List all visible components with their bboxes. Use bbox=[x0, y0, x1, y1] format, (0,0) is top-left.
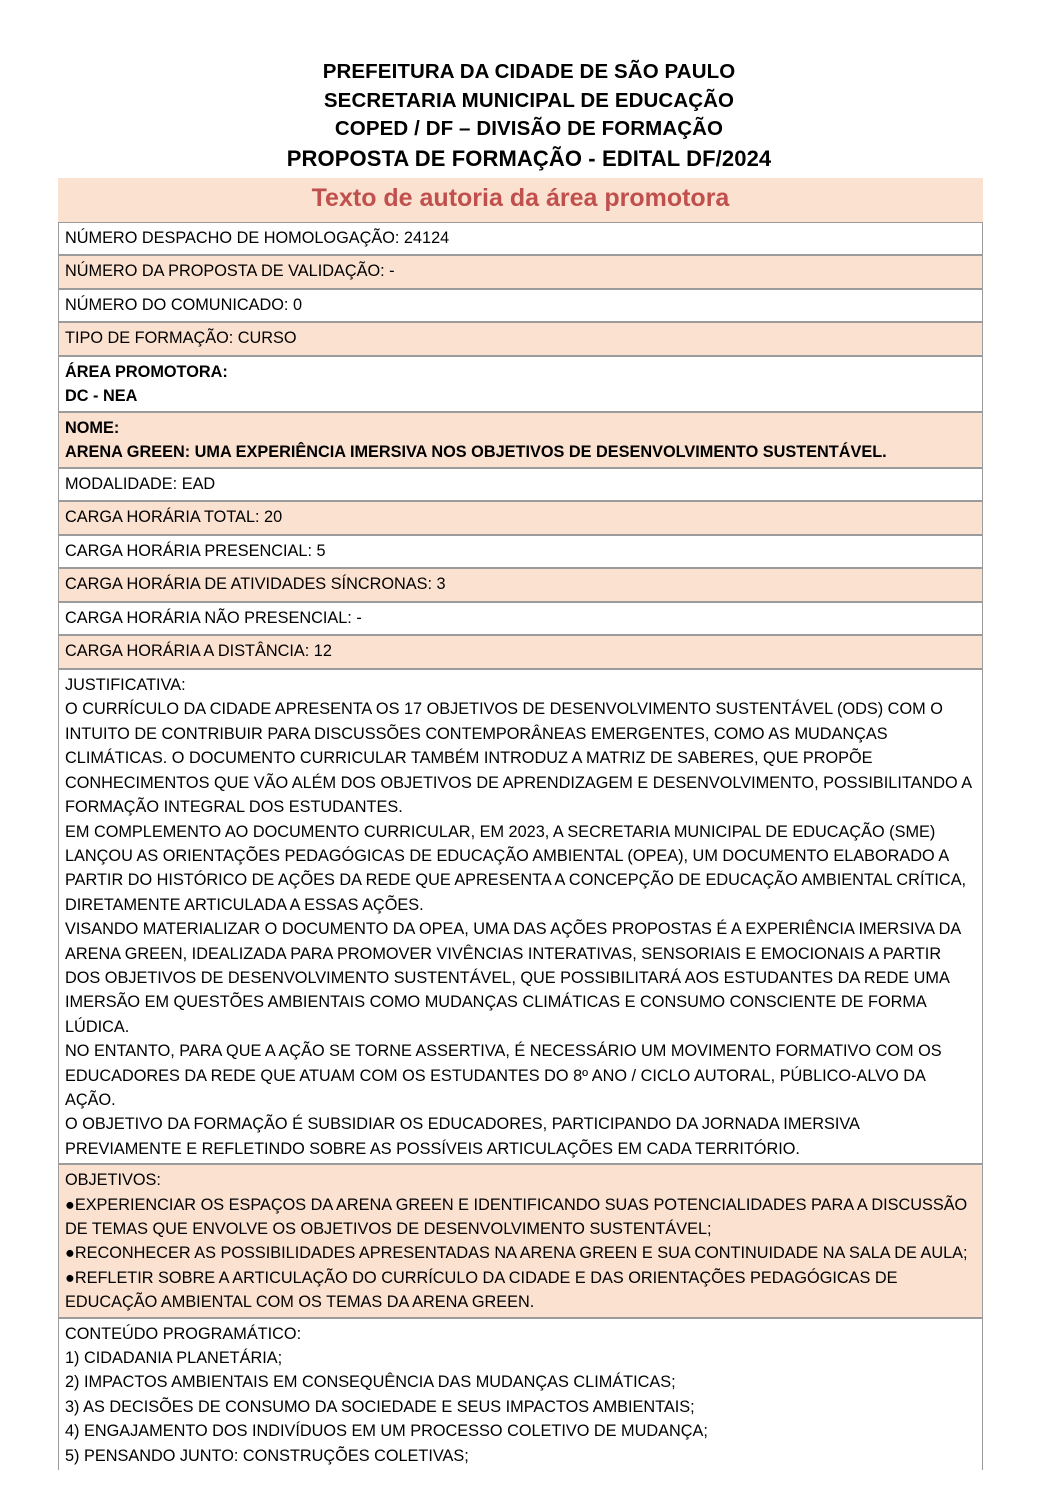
table-row-comunicado bbox=[58, 289, 983, 323]
banner-text: Texto de autoria da área promotora bbox=[311, 183, 730, 212]
header-line-coped: COPED / DF – DIVISÃO DE FORMAÇÃO bbox=[334, 117, 724, 140]
conteudo-item-5: 5) PENSANDO JUNTO: CONSTRUÇÕES COLETIVAS; bbox=[65, 1446, 469, 1465]
field-conteudo-programatico bbox=[58, 1318, 983, 1470]
table-row-ch-presencial bbox=[58, 535, 983, 569]
document-header bbox=[0, 0, 1058, 174]
field-ch-nao-presencial: CARGA HORÁRIA NÃO PRESENCIAL: - bbox=[58, 602, 983, 636]
header-line-secretaria: SECRETARIA MUNICIPAL DE EDUCAÇÃO bbox=[323, 88, 735, 112]
field-ch-sincronas: CARGA HORÁRIA DE ATIVIDADES SÍNCRONAS: 3 bbox=[58, 568, 983, 602]
conteudo-item-3: 3) AS DECISÕES DE CONSUMO DA SOCIEDADE E SEUS IMPACTOS AMBIENTAIS; bbox=[65, 1397, 695, 1416]
field-nome bbox=[58, 412, 983, 468]
field-ch-distancia: CARGA HORÁRIA A DISTÂNCIA: 12 bbox=[58, 635, 983, 669]
nome-value: ARENA GREEN: UMA EXPERIÊNCIA IMERSIVA NOS OBJETIVOS DE DESENVOLVIMENTO SUSTENTÁVEL. bbox=[65, 443, 887, 462]
objetivos-item-3: ●REFLETIR SOBRE A ARTICULAÇÃO DO CURRÍCULO DA CIDADE E DAS ORIENTAÇÕES PEDAGÓGICAS DE EDUCAÇÃO AMBIENTAL COM OS TEMAS DA ARENA GREEN. bbox=[65, 1268, 898, 1312]
justificativa-paragraph-4: NO ENTANTO, PARA QUE A AÇÃO SE TORNE ASSERTIVA, É NECESSÁRIO UM MOVIMENTO FORMATIVO COM OS EDUCADORES DA REDE QUE ATUAM COM OS ESTUDANTES DO 8º ANO / CICLO AUTORAL, PÚBLICO-ALVO DA AÇÃO. bbox=[65, 1042, 942, 1109]
header-line-prefeitura: PREFEITURA DA CIDADE DE SÃO PAULO bbox=[322, 60, 736, 83]
area-promotora-label: ÁREA PROMOTORA: bbox=[65, 362, 228, 381]
field-ch-presencial: CARGA HORÁRIA PRESENCIAL: 5 bbox=[58, 535, 983, 569]
field-objetivos bbox=[58, 1164, 983, 1317]
table-row-despacho bbox=[58, 222, 983, 256]
table-row-conteudo-programatico bbox=[58, 1318, 983, 1470]
table-row-objetivos bbox=[58, 1164, 983, 1317]
table-row-nome bbox=[58, 412, 983, 468]
justificativa-paragraph-5: O OBJETIVO DA FORMAÇÃO É SUBSIDIAR OS EDUCADORES, PARTICIPANDO DA JORNADA IMERSIVA PREVIAMENTE E REFLETINDO SOBRE AS POSSÍVEIS ARTICULAÇÕES EM CADA TERRITÓRIO. bbox=[65, 1115, 860, 1158]
table-row-tipo-formacao bbox=[58, 322, 983, 356]
field-ch-total: CARGA HORÁRIA TOTAL: 20 bbox=[58, 501, 983, 535]
table-row-modalidade bbox=[58, 468, 983, 502]
table-row-justificativa bbox=[58, 669, 983, 1164]
objetivos-item-1: ●EXPERIENCIAR OS ESPAÇOS DA ARENA GREEN E IDENTIFICANDO SUAS POTENCIALIDADES PARA A DISCUSSÃO DE TEMAS QUE ENVOLVE OS OBJETIVOS DE DESENVOLVIMENTO SUSTENTÁVEL; bbox=[65, 1195, 968, 1238]
conteudo-item-1: 1) CIDADANIA PLANETÁRIA; bbox=[65, 1349, 283, 1368]
field-justificativa bbox=[58, 669, 983, 1164]
field-comunicado: NÚMERO DO COMUNICADO: 0 bbox=[58, 289, 983, 323]
field-tipo-formacao: TIPO DE FORMAÇÃO: CURSO bbox=[58, 322, 983, 356]
justificativa-paragraph-1: O CURRÍCULO DA CIDADE APRESENTA OS 17 OBJETIVOS DE DESENVOLVIMENTO SUSTENTÁVEL (ODS) COM O INTUITO DE CONTRIBUIR PARA DISCUSSÕES CONTEMPORÂNEAS EMERGENTES, COMO AS MUDANÇAS CLIMÁTICAS. O DOCUMENTO CURRICULAR TAMBÉM INTRODUZ A MATRIZ DE SABERES, QUE PROPÕE CONHECIMENTOS QUE VÃO ALÉM DOS OBJETIVOS DE APRENDIZAGEM E DESENVOLVIMENTO, POSSIBILITANDO A FORMAÇÃO INTEGRAL DOS ESTUDANTES. bbox=[65, 700, 972, 817]
conteudo-label: CONTEÚDO PROGRAMÁTICO: bbox=[65, 1324, 302, 1343]
page-title: PROPOSTA DE FORMAÇÃO - EDITAL DF/2024 bbox=[286, 145, 772, 171]
field-despacho: NÚMERO DESPACHO DE HOMOLOGAÇÃO: 24124 bbox=[58, 222, 983, 256]
nome-label: NOME: bbox=[65, 418, 120, 437]
justificativa-label: JUSTIFICATIVA: bbox=[65, 676, 186, 695]
objetivos-item-2: ●RECONHECER AS POSSIBILIDADES APRESENTADAS NA ARENA GREEN E SUA CONTINUIDADE NA SALA DE AULA; bbox=[65, 1244, 968, 1263]
conteudo-item-4: 4) ENGAJAMENTO DOS INDIVÍDUOS EM UM PROCESSO COLETIVO DE MUDANÇA; bbox=[65, 1422, 708, 1441]
proposal-table bbox=[58, 178, 983, 1471]
table-row-proposta-validacao bbox=[58, 255, 983, 289]
table-row-ch-nao-presencial bbox=[58, 602, 983, 636]
conteudo-item-2: 2) IMPACTOS AMBIENTAIS EM CONSEQUÊNCIA DAS MUDANÇAS CLIMÁTICAS; bbox=[65, 1373, 676, 1392]
table-row-ch-distancia bbox=[58, 635, 983, 669]
field-modalidade: MODALIDADE: EAD bbox=[58, 468, 983, 502]
banner-row bbox=[58, 178, 983, 222]
justificativa-paragraph-3: VISANDO MATERIALIZAR O DOCUMENTO DA OPEA, UMA DAS AÇÕES PROPOSTAS É A EXPERIÊNCIA IMERSIVA DA ARENA GREEN, IDEALIZADA PARA PROMOVER VIVÊNCIAS INTERATIVAS, SENSORIAIS E EMOCIONAIS A PARTIR DOS OBJETIVOS DE DESENVOLVIMENTO SUSTENTÁVEL, QUE POSSIBILITARÁ AOS ESTUDANTES DA REDE UMA IMERSÃO EM QUESTÕES AMBIENTAIS COMO MUDANÇAS CLIMÁTICAS E CONSUMO CONSCIENTE DE FORMA LÚDICA. bbox=[65, 920, 961, 1036]
objetivos-label: OBJETIVOS: bbox=[65, 1171, 161, 1190]
table-row-ch-total bbox=[58, 501, 983, 535]
table-row-area-promotora bbox=[58, 356, 983, 412]
table-row-ch-sincronas bbox=[58, 568, 983, 602]
field-area-promotora bbox=[58, 356, 983, 412]
justificativa-paragraph-2: EM COMPLEMENTO AO DOCUMENTO CURRICULAR, EM 2023, A SECRETARIA MUNICIPAL DE EDUCAÇÃO (SME) LANÇOU AS ORIENTAÇÕES PEDAGÓGICAS DE EDUCAÇÃO AMBIENTAL (OPEA), UM DOCUMENTO ELABORADO A PARTIR DO HISTÓRICO DE AÇÕES DA REDE QUE APRESENTA A CONCEPÇÃO DE EDUCAÇÃO AMBIENTAL CRÍTICA, DIRETAMENTE ARTICULADA A ESSAS AÇÕES. bbox=[65, 822, 967, 914]
field-proposta-validacao: NÚMERO DA PROPOSTA DE VALIDAÇÃO: - bbox=[58, 255, 983, 289]
banner-cell bbox=[58, 178, 983, 222]
area-promotora-value: DC - NEA bbox=[65, 387, 138, 406]
